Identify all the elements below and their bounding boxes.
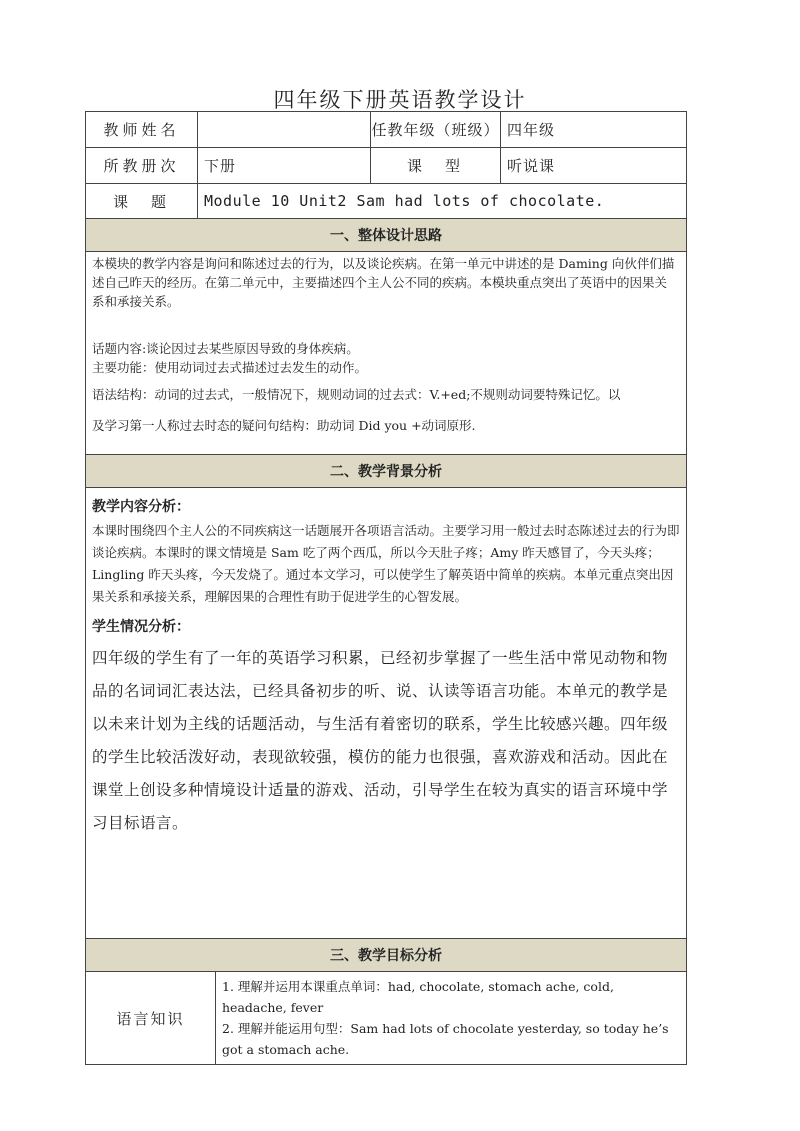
objective-item-1: 1. 理解并运用本课重点单词：had, chocolate, stomach ache, cold, headache, fever <box>222 979 614 1015</box>
section1-body-row <box>86 252 687 455</box>
section2-heading: 二、教学背景分析 <box>86 455 687 488</box>
section3-heading: 三、教学目标分析 <box>86 939 687 972</box>
main-function-line: 主要功能：使用动词过去式描述过去发生的动作。 <box>92 360 368 375</box>
lesson-type-label: 课 型 <box>371 148 501 184</box>
info-row-topic <box>86 184 687 219</box>
topic-value: Module 10 Unit2 Sam had lots of chocolate. <box>198 184 687 219</box>
page-title: 四年级下册英语教学设计 <box>273 88 527 112</box>
design-paragraph: 本模块的教学内容是询问和陈述过去的行为，以及谈论疾病。在第一单元中讲述的是 Daming 向伙伴们描述自己昨天的经历。在第二单元中，主要描述四个主人公不同的疾病。本模块重点突出了英语中的因果关系和承接关系。 <box>92 256 675 309</box>
language-knowledge-body <box>216 972 687 1065</box>
info-row-volume <box>86 148 687 184</box>
topic-label: 课 题 <box>86 184 198 219</box>
section1-heading: 一、整体设计思路 <box>86 219 687 252</box>
section2-heading-row <box>86 455 687 488</box>
section1-body <box>86 252 687 455</box>
content-analysis-title: 教学内容分析： <box>92 499 190 515</box>
section2-body-row <box>86 488 687 939</box>
lesson-type-value: 听说课 <box>501 148 687 184</box>
language-knowledge-row <box>86 972 687 1065</box>
objective-item-2: 2. 理解并能运用句型：Sam had lots of chocolate yesterday, so today he’s got a stomach ache. <box>222 1021 669 1057</box>
grade-value: 四年级 <box>501 112 687 148</box>
content-analysis-text: 本课时围绕四个主人公的不同疾病这一话题展开各项语言活动。主要学习用一般过去时态陈述过去的行为即谈论疾病。本课时的课文情境是 Sam 吃了两个西瓜，所以今天肚子疼；Amy 昨天感冒了，今天头疼；Lingling 昨天头疼，今天发烧了。通过本文学习，可以使学生了解英语中简单的疾病。本单元重点突出因果关系和承接关系，理解因果的合理性有助于促进学生的心智发展。 <box>92 523 680 604</box>
student-analysis-text: 四年级的学生有了一年的英语学习积累，已经初步掌握了一些生活中常见动物和物品的名词词汇表达法，已经具备初步的听、说、认读等语言功能。本单元的教学是以未来计划为主线的话题活动，与生活有着密切的联系，学生比较感兴趣。四年级的学生比较活泼好动，表现欲较强，模仿的能力也很强，喜欢游戏和活动。因此在课堂上创设多种情境设计适量的游戏、活动，引导学生在较为真实的语言环境中学习目标语言。 <box>92 649 669 832</box>
student-analysis-title: 学生情况分析： <box>92 619 190 635</box>
teacher-name-value <box>198 112 371 148</box>
volume-label: 所教册次 <box>86 148 198 184</box>
teacher-name-label: 教师姓名 <box>86 112 198 148</box>
section2-body <box>86 488 687 939</box>
lesson-plan-table <box>85 111 687 1065</box>
info-row-teacher <box>86 112 687 148</box>
grammar-line-2: 及学习第一人称过去时态的疑问句结构：助动词 Did you +动词原形. <box>92 418 476 433</box>
section1-heading-row <box>86 219 687 252</box>
language-knowledge-label: 语言知识 <box>86 972 216 1065</box>
section3-heading-row <box>86 939 687 972</box>
grammar-line-1: 语法结构：动词的过去式，一般情况下，规则动词的过去式：V.+ed;不规则动词要特殊记忆。以 <box>92 387 621 402</box>
grade-label: 任教年级（班级） <box>371 112 501 148</box>
topic-content-line: 话题内容:谈论因过去某些原因导致的身体疾病。 <box>92 341 359 356</box>
volume-value: 下册 <box>198 148 371 184</box>
